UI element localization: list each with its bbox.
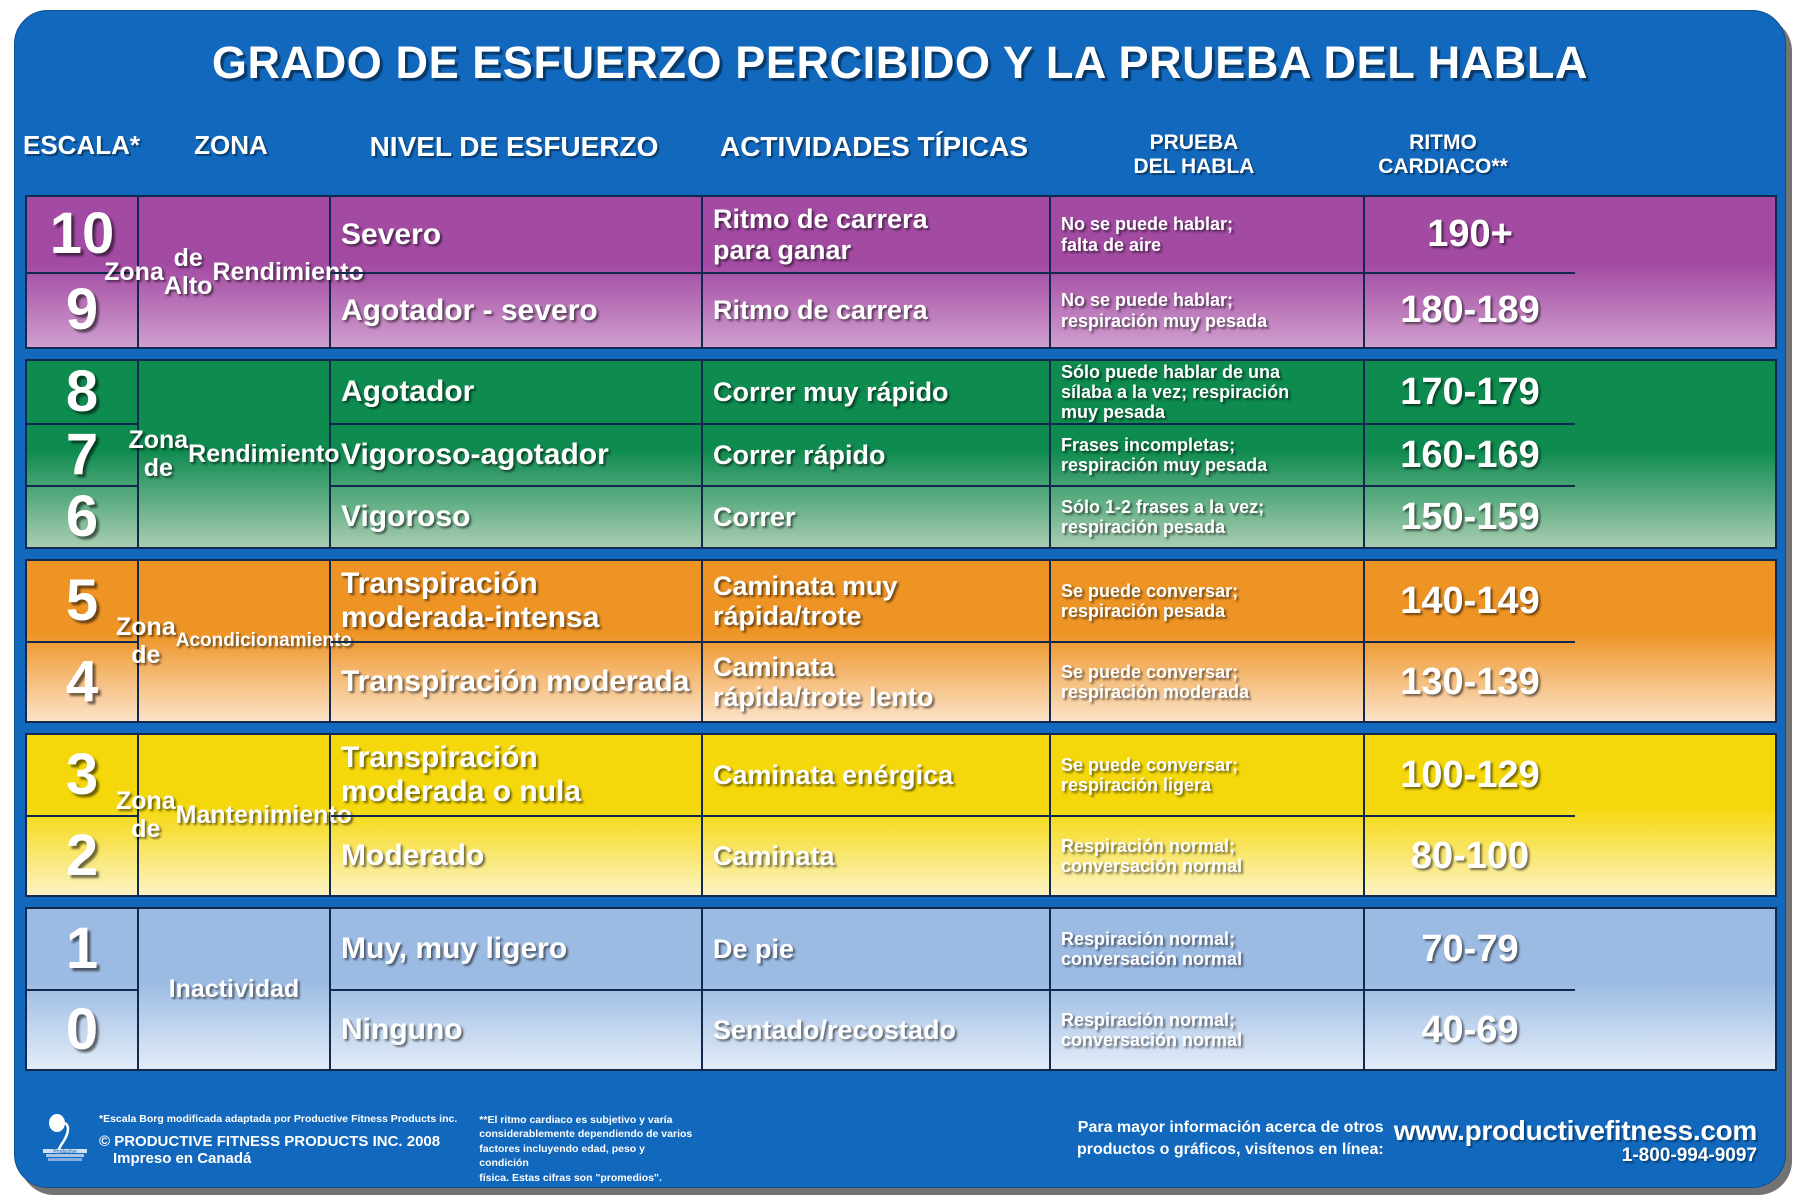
scale-value: 1 bbox=[65, 915, 99, 981]
heart-rate-column bbox=[1363, 909, 1575, 1069]
column-headers bbox=[15, 115, 1785, 195]
typical-activity-cell: Correr rápido bbox=[703, 423, 1049, 485]
footer-website-link[interactable]: www.productivefitness.com bbox=[1393, 1115, 1757, 1146]
heart-rate-cell: 140-149 bbox=[1400, 579, 1540, 622]
typical-activity-cell: Caminata muy rápida/trote bbox=[713, 570, 898, 631]
header-level: NIVEL DE ESFUERZO bbox=[369, 131, 659, 163]
typical-activity-cell: De pie bbox=[713, 933, 795, 964]
typical-activity-cell: Correr muy rápido bbox=[713, 376, 949, 407]
typical-activity-cell: Ritmo de carrera bbox=[703, 272, 1049, 347]
poster-card bbox=[14, 10, 1786, 1188]
typical-activity-cell: Caminata bbox=[703, 815, 1049, 895]
header-talk-line2: DEL HABLA bbox=[1133, 155, 1255, 178]
footer-hr-disclaimer: **El ritmo cardiaco es subjetivo y varía considerablemente dependiendo de varios factores incluyendo edad, peso y condición física. Estas cifras son "promedios". bbox=[479, 1114, 693, 1184]
scale-value: 9 bbox=[27, 272, 137, 347]
talk-test-cell: Frases incompletas; respiración muy pesada bbox=[1051, 423, 1363, 485]
footer-printed-in: Impreso en Canadá bbox=[113, 1150, 252, 1167]
scale-value: 6 bbox=[27, 485, 137, 547]
zone-name-cell bbox=[137, 909, 329, 1069]
heart-rate-cell: 160-169 bbox=[1365, 423, 1575, 485]
scale-value: 2 bbox=[27, 815, 137, 895]
effort-level-cell: Transpiración moderada-intensa bbox=[341, 567, 600, 634]
effort-level-column bbox=[329, 197, 701, 347]
footer-visit-line1: Para mayor información acerca de otros bbox=[1077, 1119, 1384, 1136]
footer-credit-block bbox=[37, 1111, 457, 1171]
header-activities: ACTIVIDADES TÍPICAS bbox=[719, 131, 1029, 163]
effort-level-column bbox=[329, 735, 701, 895]
heart-rate-cell: 150-159 bbox=[1365, 485, 1575, 547]
talk-test-column bbox=[1049, 361, 1363, 547]
talk-test-column bbox=[1049, 909, 1363, 1069]
effort-level-column bbox=[329, 909, 701, 1069]
zone-block bbox=[25, 195, 1777, 349]
effort-level-cell: Severo bbox=[341, 217, 442, 251]
zone-name-cell bbox=[116, 561, 353, 721]
scale-value: 3 bbox=[65, 741, 99, 807]
effort-level-cell: Agotador - severo bbox=[331, 272, 701, 347]
zone-block bbox=[25, 559, 1777, 723]
footer-contact-block bbox=[1077, 1111, 1757, 1167]
effort-level-cell: Vigoroso-agotador bbox=[331, 423, 701, 485]
effort-level-cell: Ninguno bbox=[331, 989, 701, 1069]
typical-activity-column bbox=[701, 361, 1049, 547]
effort-level-cell: Vigoroso bbox=[331, 485, 701, 547]
heart-rate-column bbox=[1363, 197, 1575, 347]
talk-test-cell: Respiración normal; conversación normal bbox=[1051, 989, 1363, 1069]
talk-test-cell: Sólo puede hablar de una sílaba a la vez; respiración muy pesada bbox=[1061, 361, 1290, 423]
typical-activity-cell: Caminata rápida/trote lento bbox=[703, 641, 1049, 721]
footer-scale-note: *Escala Borg modificada adaptada por Productive Fitness Products inc. bbox=[99, 1113, 458, 1125]
scale-value: 4 bbox=[27, 641, 137, 721]
zone-name-cell bbox=[128, 361, 340, 547]
talk-test-cell: Sólo 1-2 frases a la vez; respiración pesada bbox=[1051, 485, 1363, 547]
svg-text:Productive: Productive bbox=[53, 1149, 77, 1155]
heart-rate-cell: 170-179 bbox=[1400, 370, 1540, 413]
zone-name-cell bbox=[115, 735, 353, 895]
zone-name-label: Zona de Alto Rendimiento bbox=[104, 244, 364, 300]
talk-test-cell: No se puede hablar; falta de aire bbox=[1061, 214, 1234, 255]
effort-level-cell: Transpiración moderada o nula bbox=[341, 741, 582, 808]
talk-test-column bbox=[1049, 197, 1363, 347]
heart-rate-cell: 180-189 bbox=[1365, 272, 1575, 347]
typical-activity-column bbox=[701, 735, 1049, 895]
heart-rate-cell: 40-69 bbox=[1365, 989, 1575, 1069]
heart-rate-cell: 80-100 bbox=[1365, 815, 1575, 895]
header-talk-test bbox=[1049, 131, 1339, 178]
talk-test-cell: Respiración normal; conversación normal bbox=[1061, 928, 1243, 969]
footer-phone-number: 1-800-994-9097 bbox=[1621, 1145, 1757, 1166]
effort-level-cell: Moderado bbox=[331, 815, 701, 895]
zone-name-cell bbox=[104, 197, 364, 347]
typical-activity-cell: Caminata enérgica bbox=[713, 759, 954, 790]
typical-activity-cell: Sentado/recostado bbox=[703, 989, 1049, 1069]
header-hr-line1: RITMO bbox=[1409, 131, 1477, 155]
header-hr-line2: CARDIACO** bbox=[1378, 155, 1508, 178]
typical-activity-cell: Ritmo de carrera para ganar bbox=[713, 204, 928, 265]
zone-name-label: Zona de Rendimiento bbox=[128, 426, 340, 482]
effort-level-column bbox=[329, 561, 701, 721]
zone-block bbox=[25, 907, 1777, 1071]
heart-rate-cell: 100-129 bbox=[1400, 753, 1540, 796]
zone-name-label: Inactividad bbox=[168, 975, 300, 1003]
typical-activity-column bbox=[701, 561, 1049, 721]
page-title: GRADO DE ESFUERZO PERCIBIDO Y LA PRUEBA DEL HABLA bbox=[211, 37, 1589, 88]
footer-visit-line2: productos o gráficos, visítenos en línea: bbox=[1076, 1140, 1384, 1158]
header-heart-rate bbox=[1339, 131, 1547, 178]
effort-level-column bbox=[329, 361, 701, 547]
footer-credit-text bbox=[99, 1111, 457, 1167]
footer-web-block bbox=[1394, 1115, 1757, 1167]
talk-test-cell: Respiración normal; conversación normal bbox=[1051, 815, 1363, 895]
zone-name-label: Zona de Mantenimiento bbox=[115, 787, 353, 843]
effort-scale-table bbox=[25, 195, 1777, 1071]
talk-test-cell: No se puede hablar; respiración muy pesada bbox=[1051, 272, 1363, 347]
zone-name-label: Zona de Acondicionamiento bbox=[116, 613, 353, 669]
scale-column bbox=[27, 358, 137, 549]
heart-rate-cell: 70-79 bbox=[1421, 927, 1519, 970]
effort-level-cell: Transpiración moderada bbox=[331, 641, 701, 721]
typical-activity-column bbox=[701, 197, 1049, 347]
productive-fitness-logo bbox=[37, 1111, 93, 1171]
talk-test-cell: Se puede conversar; respiración moderada bbox=[1051, 641, 1363, 721]
heart-rate-column bbox=[1363, 735, 1575, 895]
zone-block bbox=[25, 359, 1777, 549]
typical-activity-cell: Correr bbox=[703, 485, 1049, 547]
heart-rate-column bbox=[1363, 561, 1575, 721]
scale-value: 0 bbox=[27, 989, 137, 1069]
talk-test-cell: Se puede conversar; respiración ligera bbox=[1061, 754, 1239, 795]
header-scale: ESCALA* bbox=[23, 130, 141, 161]
heart-rate-cell: 130-139 bbox=[1365, 641, 1575, 721]
effort-level-cell: Muy, muy ligero bbox=[341, 932, 568, 966]
talk-test-column bbox=[1049, 735, 1363, 895]
scale-value: 10 bbox=[49, 201, 115, 267]
scale-value: 8 bbox=[65, 358, 99, 424]
header-talk-line1: PRUEBA bbox=[1149, 131, 1239, 155]
header-zone: ZONA bbox=[194, 130, 268, 161]
scale-column bbox=[27, 909, 137, 1069]
heart-rate-column bbox=[1363, 361, 1575, 547]
talk-test-cell: Se puede conversar; respiración pesada bbox=[1061, 580, 1239, 621]
heart-rate-cell: 190+ bbox=[1427, 213, 1513, 256]
scale-value: 5 bbox=[65, 567, 99, 633]
talk-test-column bbox=[1049, 561, 1363, 721]
typical-activity-column bbox=[701, 909, 1049, 1069]
footer-visit-text bbox=[1077, 1115, 1384, 1160]
scale-value: 7 bbox=[27, 423, 137, 485]
footer bbox=[15, 1101, 1785, 1187]
effort-level-cell: Agotador bbox=[341, 375, 475, 409]
footer-copyright: © PRODUCTIVE FITNESS PRODUCTS INC. 2008 bbox=[99, 1133, 441, 1150]
title-bar bbox=[15, 11, 1785, 115]
zone-block bbox=[25, 733, 1777, 897]
